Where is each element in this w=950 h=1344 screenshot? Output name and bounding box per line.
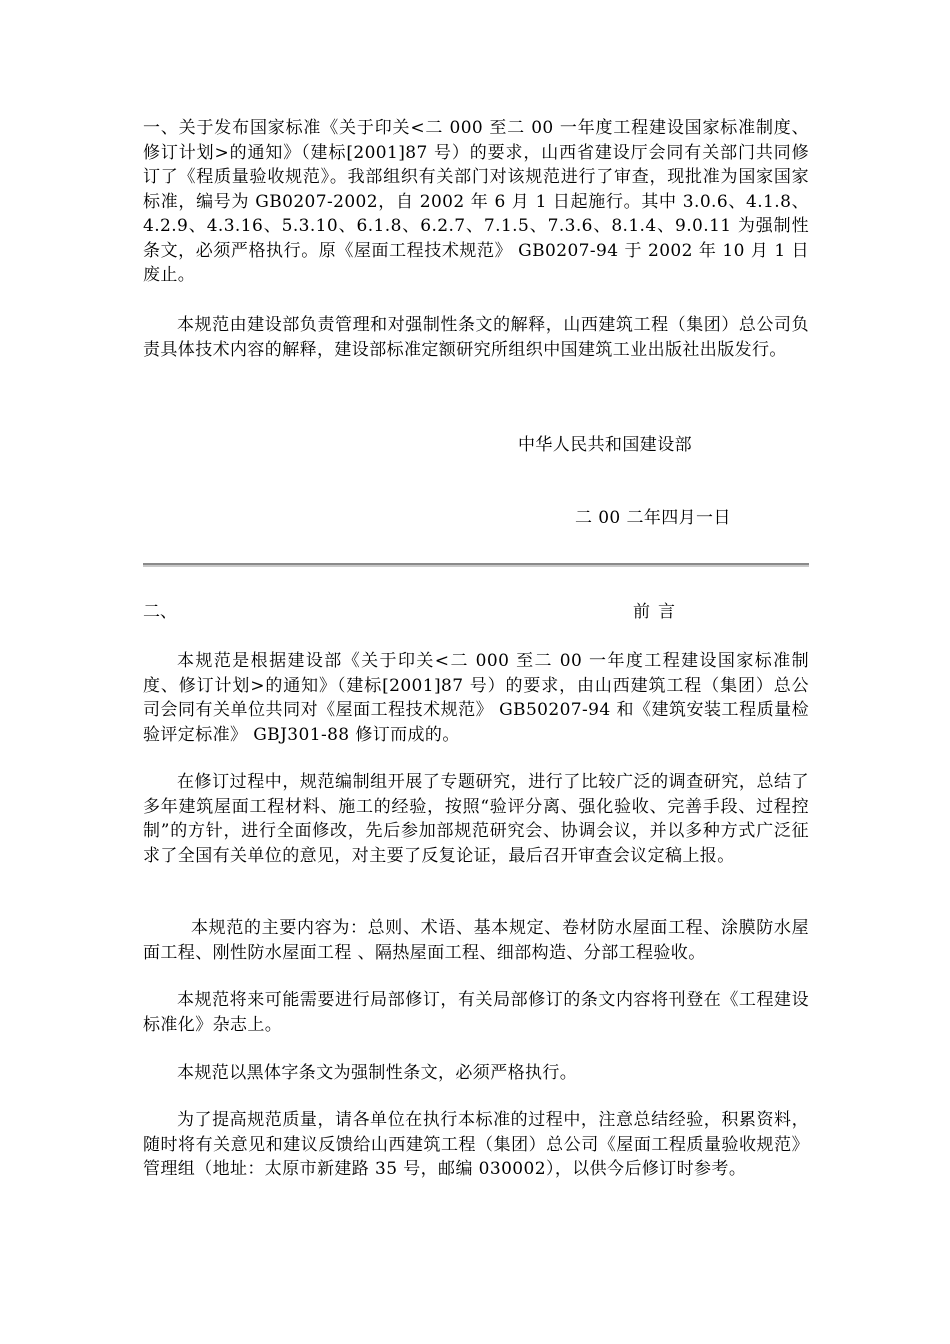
- preface-paragraph-feedback: 为了提高规范质量，请各单位在执行本标准的过程中，注意总结经验，积累资料，随时将有关意见和建议反馈给山西建筑工程（集团）总公司《屋面工程质量验收规范》管理组（地址：太原市新建路 35 号，邮编 030002），以供今后修订时参考。: [143, 1110, 809, 1179]
- responsibility-paragraph: 本规范由建设部负责管理和对强制性条文的解释，山西建筑工程（集团）总公司负责具体技术内容的解释，建设部标准定额研究所组织中国建筑工业出版社出版发行。: [143, 315, 809, 360]
- section-divider: [143, 563, 809, 567]
- section-title: 前言: [633, 602, 683, 622]
- preface-paragraph-contents: 本规范的主要内容为：总则、术语、基本规定、卷材防水屋面工程、涂膜防水屋面工程、刚性防水屋面工程 、隔热屋面工程、细部构造、分部工程验收。: [143, 918, 809, 963]
- announcement-paragraph: 一、关于发布国家标准《关于印关<二 000 至二 00 一年度工程建设国家标准制度、修订计划>的通知》（建标[2001]87 号）的要求，山西省建设厅会同有关部门共同修订了《程质量验收规范》。我部组织有关部门对该规范进行了审查，现批准为国家国家标准，编号为 GB0207-2002，自 2002 年 6 月 1 日起施行。其中 3.0.6、4.1.8、4.2.9、4.3.16、5.3.10、6.1.8、6.2.7、7.1.5、7.3.6、8.1.4、9.0.11 为强制性条文，必须严格执行。原《屋面工程技术规范》 GB0207-94 于 2002 年 10 月 1 日废止。: [143, 118, 809, 285]
- preface-paragraph-basis: 本规范是根据建设部《关于印关<二 000 至二 00 一年度工程建设国家标准制度、修订计划>的通知》（建标[2001]87 号）的要求，由山西建筑工程（集团）总公司会同有关单位共同对《屋面工程技术规范》 GB50207-94 和《建筑安装工程质量检验评定标准》 GBJ301-88 修订而成的。: [143, 651, 809, 745]
- preface-paragraph-mandatory: 本规范以黑体字条文为强制性条文，必须严格执行。: [177, 1063, 578, 1083]
- preface-paragraph-revision-process: 在修订过程中，规范编制组开展了专题研究，进行了比较广泛的调查研究，总结了多年建筑屋面工程材料、施工的经验，按照“验评分离、强化验收、完善手段、过程控制”的方针，进行全面修改，先后参加部规范研究会、协调会议，并以多种方式广泛征求了全国有关单位的意见，对主要了反复论证，最后召开审查会议定稿上报。: [143, 772, 809, 866]
- preface-paragraph-future-revision: 本规范将来可能需要进行局部修订，有关局部修订的条文内容将刊登在《工程建设标准化》杂志上。: [143, 990, 809, 1035]
- signature-organization: 中华人民共和国建设部: [518, 435, 692, 455]
- signature-date: 二 00 二年四月一日: [575, 508, 731, 528]
- section-number: 二、: [143, 602, 177, 622]
